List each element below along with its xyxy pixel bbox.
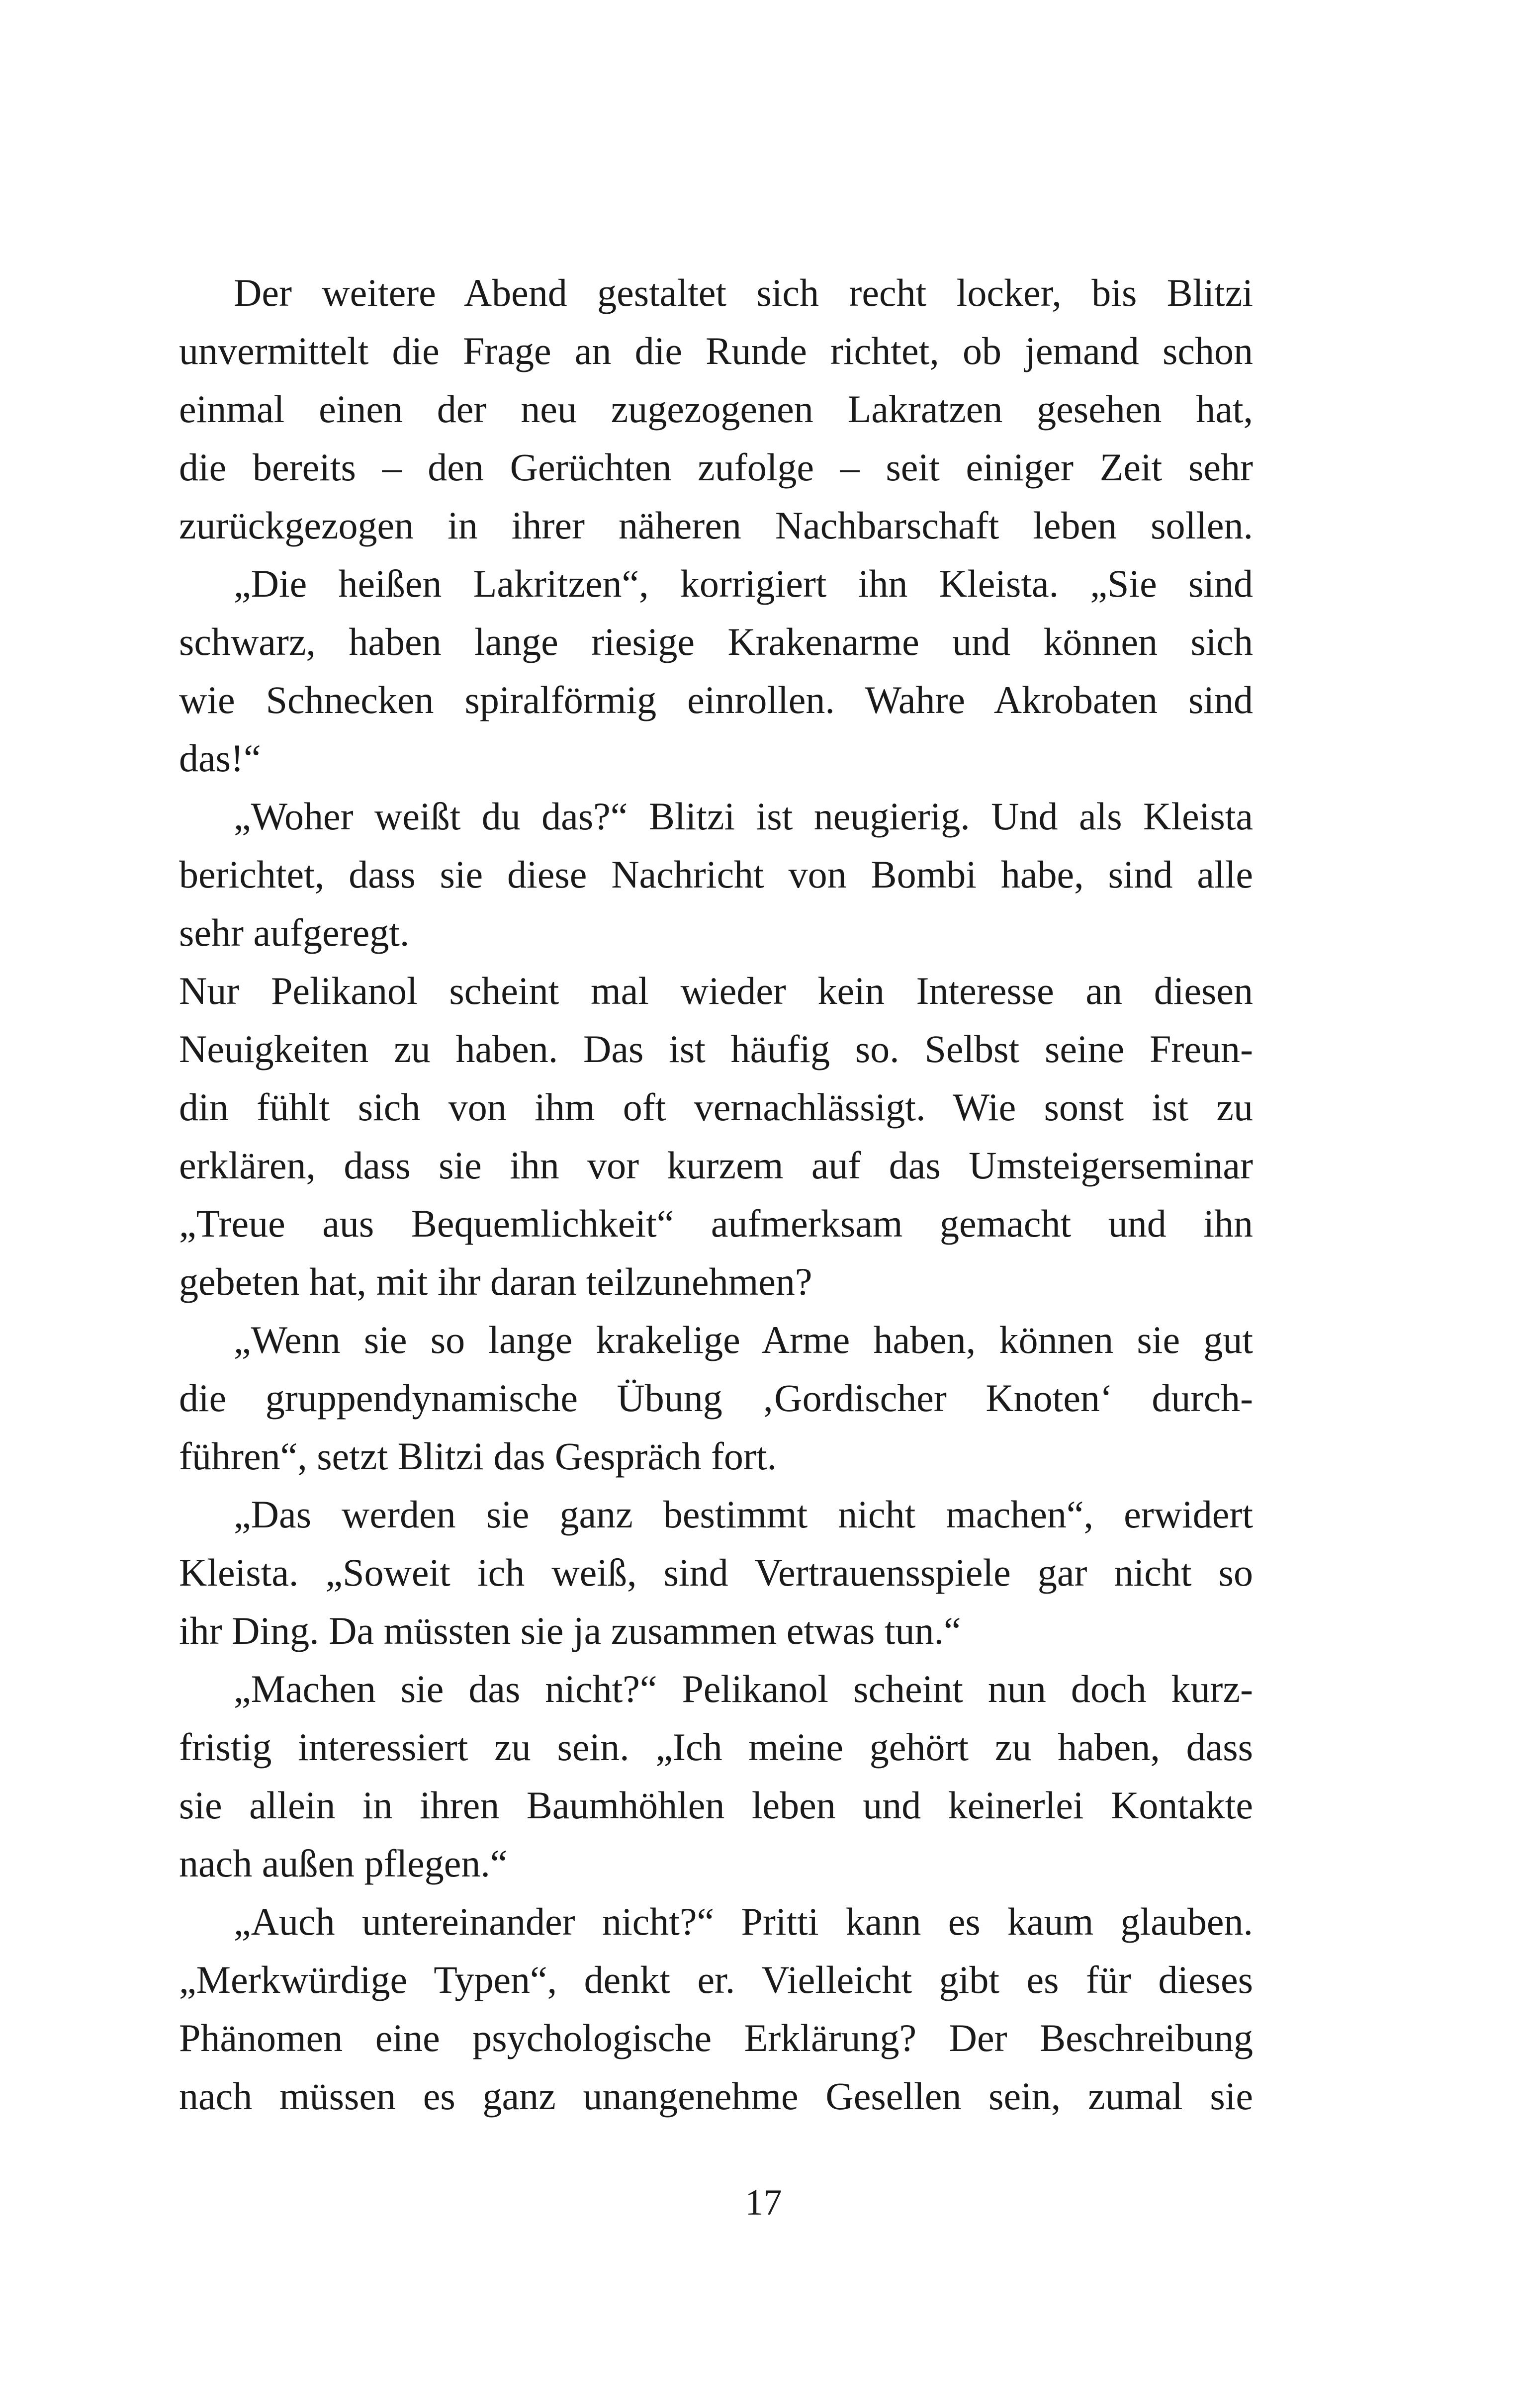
text-line: unvermittelt die Frage an die Runde richtet, ob jemand schon	[179, 329, 1253, 372]
text-line: Phänomen eine psychologische Erklärung? Der Beschreibung	[179, 2016, 1253, 2059]
text-line: „Treue aus Bequemlichkeit“ aufmerksam gemacht und ihn	[179, 1202, 1253, 1245]
text-line: „Die heißen Lakritzen“, korrigiert ihn Kleista. „Sie sind	[234, 562, 1253, 605]
body-text	[179, 264, 1253, 2125]
text-line: einmal einen der neu zugezogenen Lakratzen gesehen hat,	[179, 387, 1253, 431]
text-line: berichtet, dass sie diese Nachricht von Bombi habe, sind alle	[179, 853, 1253, 896]
text-line: Neuigkeiten zu haben. Das ist häufig so. Selbst seine Freun-	[179, 1027, 1253, 1070]
text-line: sehr aufgeregt.	[179, 911, 410, 954]
text-line: nach müssen es ganz unangenehme Gesellen sein, zumal sie	[179, 2074, 1253, 2118]
text-line: fristig interessiert zu sein. „Ich meine gehört zu haben, dass	[179, 1725, 1253, 1769]
text-line: das!“	[179, 736, 261, 780]
text-line: erklären, dass sie ihn vor kurzem auf das Umsteigerseminar	[179, 1144, 1253, 1187]
text-line: „Wenn sie so lange krakelige Arme haben, können sie gut	[234, 1318, 1253, 1361]
text-line: gebeten hat, mit ihr daran teilzunehmen?	[179, 1260, 812, 1303]
text-line: führen“, setzt Blitzi das Gespräch fort.	[179, 1434, 777, 1478]
text-line: „Auch untereinander nicht?“ Pritti kann es kaum glauben.	[234, 1900, 1253, 1943]
text-line: „Machen sie das nicht?“ Pelikanol scheint nun doch kurz-	[234, 1667, 1253, 1710]
text-line: Kleista. „Soweit ich weiß, sind Vertrauensspiele gar nicht so	[179, 1551, 1253, 1594]
text-line: die gruppendynamische Übung ‚Gordischer Knoten‘ durch-	[179, 1376, 1253, 1420]
text-line: „Woher weißt du das?“ Blitzi ist neugierig. Und als Kleista	[234, 795, 1253, 838]
text-line: nach außen pflegen.“	[179, 1842, 508, 1885]
text-line: din fühlt sich von ihm oft vernachlässigt. Wie sonst ist zu	[179, 1085, 1253, 1129]
page-number: 17	[745, 2182, 782, 2223]
text-line: „Das werden sie ganz bestimmt nicht machen“, erwidert	[234, 1493, 1253, 1536]
text-line: die bereits – den Gerüchten zufolge – seit einiger Zeit sehr	[179, 446, 1253, 489]
text-line: Nur Pelikanol scheint mal wieder kein Interesse an diesen	[179, 969, 1253, 1012]
text-line: sie allein in ihren Baumhöhlen leben und keinerlei Kontakte	[179, 1784, 1253, 1827]
text-line: zurückgezogen in ihrer näheren Nachbarschaft leben sollen.	[179, 504, 1253, 547]
text-line: „Merkwürdige Typen“, denkt er. Vielleicht gibt es für dieses	[179, 1958, 1253, 2001]
text-line: wie Schnecken spiralförmig einrollen. Wahre Akrobaten sind	[179, 678, 1253, 721]
text-line: schwarz, haben lange riesige Krakenarme und können sich	[179, 620, 1253, 663]
text-line: Der weitere Abend gestaltet sich recht locker, bis Blitzi	[234, 271, 1253, 314]
text-line: ihr Ding. Da müssten sie ja zusammen etwas tun.“	[179, 1609, 961, 1652]
